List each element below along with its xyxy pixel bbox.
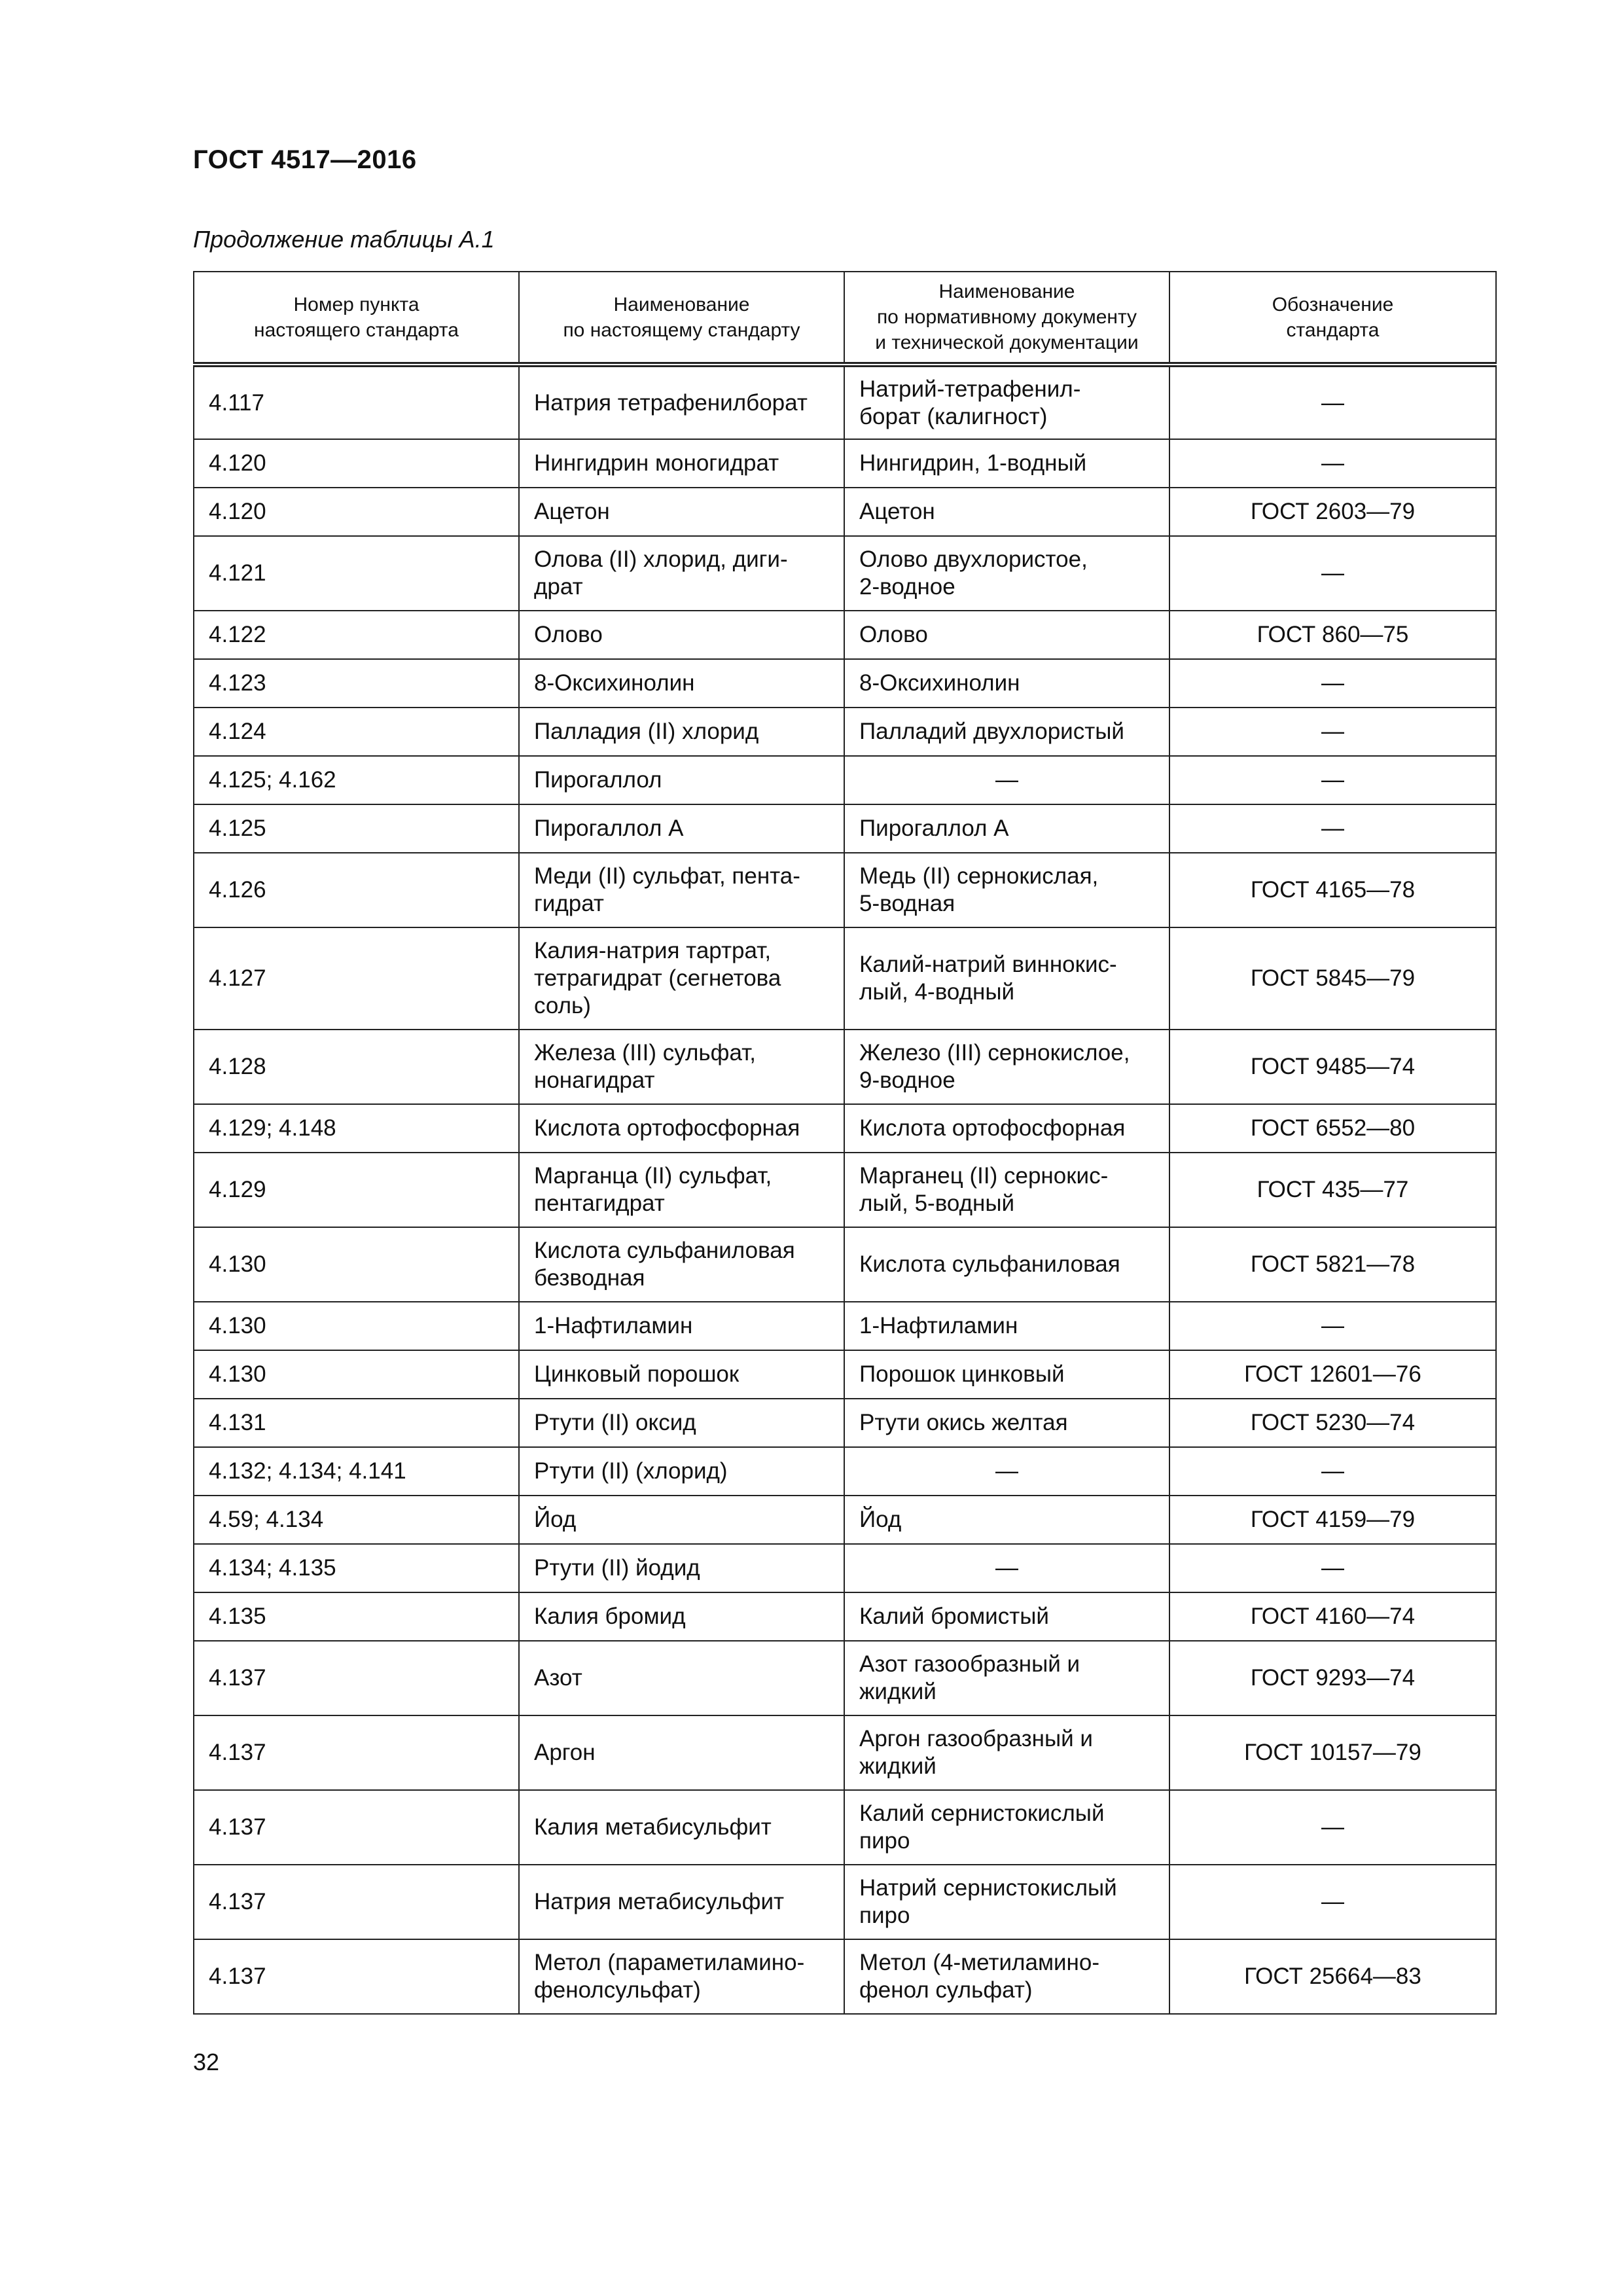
clause-number-cell bbox=[194, 853, 519, 927]
cell-line: — bbox=[995, 767, 1018, 793]
cell-line: пентагидрат bbox=[534, 1191, 665, 1216]
name-normative-cell bbox=[844, 1592, 1169, 1641]
name-normative-cell bbox=[844, 1104, 1169, 1153]
name-standard-cell bbox=[519, 1496, 844, 1544]
column-header-line: по настоящему стандарту bbox=[563, 319, 800, 341]
name-standard-cell bbox=[519, 1104, 844, 1153]
name-standard-cell bbox=[519, 1030, 844, 1104]
name-normative-cell bbox=[844, 1399, 1169, 1447]
column-header-line: настоящего стандарта bbox=[254, 319, 459, 341]
table-row bbox=[194, 1790, 1496, 1865]
cell-line: 8-Оксихинолин bbox=[859, 670, 1020, 696]
cell-line: Калия метабисульфит bbox=[534, 1814, 772, 1840]
standard-designation-cell bbox=[1169, 1939, 1496, 2014]
name-normative-cell bbox=[844, 1790, 1169, 1865]
cell-line: 4.137 bbox=[209, 1740, 266, 1765]
cell-line: Метол (параметиламино- bbox=[534, 1950, 805, 1975]
cell-line: Калия бромид bbox=[534, 1604, 686, 1629]
cell-line: Марганец (II) сернокис- bbox=[859, 1163, 1109, 1189]
table-row bbox=[194, 1865, 1496, 1939]
standard-designation-cell bbox=[1169, 756, 1496, 804]
cell-line: 4.121 bbox=[209, 560, 266, 586]
cell-line: фенолсульфат) bbox=[534, 1977, 701, 2003]
clause-number-cell bbox=[194, 1350, 519, 1399]
cell-line: — bbox=[1321, 1458, 1344, 1484]
name-standard-cell bbox=[519, 365, 844, 439]
cell-line: 4.125; 4.162 bbox=[209, 767, 336, 793]
cell-line: ГОСТ 5230—74 bbox=[1250, 1410, 1416, 1435]
standard-designation-cell bbox=[1169, 708, 1496, 756]
cell-line: — bbox=[995, 1555, 1018, 1581]
cell-line: 4.122 bbox=[209, 622, 266, 647]
cell-line: Натрий сернистокислый bbox=[859, 1875, 1117, 1901]
cell-line: 4.137 bbox=[209, 1964, 266, 1989]
clause-number-cell bbox=[194, 488, 519, 536]
cell-line: 4.135 bbox=[209, 1604, 266, 1629]
name-standard-cell bbox=[519, 1939, 844, 2014]
cell-line: — bbox=[1321, 560, 1344, 586]
standard-designation-cell bbox=[1169, 1865, 1496, 1939]
cell-line: 4.134; 4.135 bbox=[209, 1555, 336, 1581]
name-normative-cell bbox=[844, 1715, 1169, 1790]
standard-designation-cell bbox=[1169, 488, 1496, 536]
cell-line: Натрия тетрафенилборат bbox=[534, 389, 808, 416]
table-row bbox=[194, 1592, 1496, 1641]
clause-number-cell bbox=[194, 611, 519, 659]
cell-line: Натрия метабисульфит bbox=[534, 1889, 785, 1914]
name-standard-cell bbox=[519, 853, 844, 927]
cell-line: ГОСТ 2603—79 bbox=[1250, 499, 1416, 524]
cell-line: драт bbox=[534, 574, 583, 600]
page-number: 32 bbox=[193, 2049, 220, 2075]
table-row bbox=[194, 611, 1496, 659]
standard-designation-cell bbox=[1169, 439, 1496, 488]
cell-line: Пирогаллол А bbox=[859, 816, 1009, 841]
table-row bbox=[194, 536, 1496, 611]
cell-line: ГОСТ 860—75 bbox=[1257, 622, 1409, 647]
name-normative-cell bbox=[844, 536, 1169, 611]
clause-number-cell bbox=[194, 1592, 519, 1641]
cell-line: ГОСТ 10157—79 bbox=[1244, 1740, 1421, 1765]
cell-line: 1-Нафтиламин bbox=[859, 1313, 1018, 1338]
cell-line: — bbox=[995, 1458, 1018, 1484]
table-row bbox=[194, 1227, 1496, 1302]
cell-line: Ацетон bbox=[859, 499, 935, 524]
clause-number-cell bbox=[194, 1544, 519, 1592]
cell-line: ГОСТ 9293—74 bbox=[1250, 1665, 1416, 1691]
cell-line: Цинковый порошок bbox=[534, 1361, 740, 1387]
table-row bbox=[194, 1153, 1496, 1227]
name-standard-cell bbox=[519, 927, 844, 1030]
cell-line: 4.130 bbox=[209, 1251, 266, 1277]
name-normative-cell bbox=[844, 1302, 1169, 1350]
table-row bbox=[194, 1030, 1496, 1104]
table-row bbox=[194, 1641, 1496, 1715]
cell-line: пиро bbox=[859, 1903, 910, 1928]
cell-line: ГОСТ 4159—79 bbox=[1250, 1507, 1416, 1532]
cell-line: ГОСТ 5821—78 bbox=[1250, 1251, 1416, 1277]
name-normative-cell bbox=[844, 439, 1169, 488]
name-normative-cell bbox=[844, 1350, 1169, 1399]
name-standard-cell bbox=[519, 1302, 844, 1350]
column-header-line: и технической документации bbox=[875, 332, 1139, 353]
cell-line: 4.130 bbox=[209, 1313, 266, 1338]
name-normative-cell bbox=[844, 1496, 1169, 1544]
clause-number-cell bbox=[194, 1227, 519, 1302]
clause-number-cell bbox=[194, 659, 519, 708]
name-normative-cell bbox=[844, 804, 1169, 853]
name-standard-cell bbox=[519, 1399, 844, 1447]
cell-line: — bbox=[1321, 1814, 1344, 1840]
name-standard-cell bbox=[519, 488, 844, 536]
cell-line: жидкий bbox=[859, 1679, 936, 1704]
standard-designation-cell bbox=[1169, 1447, 1496, 1496]
table-row bbox=[194, 1544, 1496, 1592]
column-header-2 bbox=[519, 272, 844, 365]
standard-designation-cell bbox=[1169, 611, 1496, 659]
standard-designation-cell bbox=[1169, 1544, 1496, 1592]
cell-line: 4.120 bbox=[209, 499, 266, 524]
table-row bbox=[194, 1399, 1496, 1447]
table-body bbox=[194, 365, 1496, 2014]
table-row bbox=[194, 659, 1496, 708]
clause-number-cell bbox=[194, 1496, 519, 1544]
name-normative-cell bbox=[844, 1153, 1169, 1227]
cell-line: — bbox=[1321, 1555, 1344, 1581]
column-header-line: Наименование bbox=[613, 293, 750, 315]
cell-line: Аргон газообразный и bbox=[859, 1726, 1093, 1751]
cell-line: 4.127 bbox=[209, 965, 266, 991]
cell-line: Нингидрин, 1-водный bbox=[859, 450, 1087, 476]
standard-designation-cell bbox=[1169, 536, 1496, 611]
name-standard-cell bbox=[519, 439, 844, 488]
standard-designation-cell bbox=[1169, 1715, 1496, 1790]
cell-line: Олово двухлористое, bbox=[859, 547, 1088, 572]
clause-number-cell bbox=[194, 1939, 519, 2014]
cell-line: Меди (II) сульфат, пента- bbox=[534, 863, 800, 889]
cell-line: Йод bbox=[859, 1507, 902, 1532]
name-standard-cell bbox=[519, 536, 844, 611]
clause-number-cell bbox=[194, 1865, 519, 1939]
column-header-3 bbox=[844, 272, 1169, 365]
cell-line: 4.130 bbox=[209, 1361, 266, 1387]
cell-line: 4.125 bbox=[209, 816, 266, 841]
table-row bbox=[194, 365, 1496, 439]
standard-designation-cell bbox=[1169, 1302, 1496, 1350]
name-normative-cell bbox=[844, 659, 1169, 708]
cell-line: 4.124 bbox=[209, 719, 266, 744]
name-normative-cell bbox=[844, 365, 1169, 439]
cell-line: Железо (III) сернокислое, bbox=[859, 1040, 1130, 1066]
standard-designation-cell bbox=[1169, 365, 1496, 439]
name-standard-cell bbox=[519, 611, 844, 659]
cell-line: Азот газообразный и bbox=[859, 1651, 1080, 1677]
cell-line: Пирогаллол bbox=[534, 767, 662, 793]
name-normative-cell bbox=[844, 927, 1169, 1030]
cell-line: ГОСТ 9485—74 bbox=[1250, 1054, 1416, 1079]
column-header-line: Обозначение bbox=[1272, 293, 1394, 315]
name-normative-cell bbox=[844, 1939, 1169, 2014]
clause-number-cell bbox=[194, 439, 519, 488]
standard-designation-cell bbox=[1169, 927, 1496, 1030]
table-row bbox=[194, 1104, 1496, 1153]
cell-line: Кислота сульфаниловая bbox=[534, 1238, 795, 1263]
cell-line: — bbox=[1321, 670, 1344, 696]
cell-line: 1-Нафтиламин bbox=[534, 1313, 693, 1338]
column-header-line: стандарта bbox=[1286, 319, 1380, 341]
cell-line: ГОСТ 5845—79 bbox=[1250, 965, 1416, 991]
cell-line: — bbox=[1321, 1889, 1344, 1914]
cell-line: 4.123 bbox=[209, 670, 266, 696]
cell-line: Аргон bbox=[534, 1740, 596, 1765]
standard-designation-cell bbox=[1169, 659, 1496, 708]
cell-line: Медь (II) сернокислая, bbox=[859, 863, 1099, 889]
table-row bbox=[194, 1715, 1496, 1790]
name-normative-cell bbox=[844, 756, 1169, 804]
cell-line: Порошок цинковый bbox=[859, 1361, 1065, 1387]
name-normative-cell bbox=[844, 1227, 1169, 1302]
cell-line: Азот bbox=[534, 1665, 582, 1691]
table-row bbox=[194, 853, 1496, 927]
cell-line: — bbox=[1321, 816, 1344, 841]
cell-line: 4.132; 4.134; 4.141 bbox=[209, 1458, 406, 1484]
name-standard-cell bbox=[519, 1715, 844, 1790]
cell-line: — bbox=[1321, 767, 1344, 793]
name-normative-cell bbox=[844, 708, 1169, 756]
cell-line: Кислота сульфаниловая bbox=[859, 1251, 1120, 1277]
name-normative-cell bbox=[844, 853, 1169, 927]
table-row bbox=[194, 1302, 1496, 1350]
table-row bbox=[194, 804, 1496, 853]
name-normative-cell bbox=[844, 1030, 1169, 1104]
cell-line: пиро bbox=[859, 1828, 910, 1854]
clause-number-cell bbox=[194, 1641, 519, 1715]
cell-line: Калия-натрия тартрат, bbox=[534, 938, 772, 963]
name-standard-cell bbox=[519, 1447, 844, 1496]
standard-designation-cell bbox=[1169, 1350, 1496, 1399]
clause-number-cell bbox=[194, 927, 519, 1030]
name-standard-cell bbox=[519, 659, 844, 708]
cell-line: Метол (4-метиламино- bbox=[859, 1950, 1100, 1975]
cell-line: Йод bbox=[534, 1507, 577, 1532]
standard-designation-cell bbox=[1169, 1030, 1496, 1104]
cell-line: Кислота ортофосфорная bbox=[534, 1115, 800, 1141]
standard-designation-cell bbox=[1169, 1227, 1496, 1302]
table-row bbox=[194, 1939, 1496, 2014]
name-standard-cell bbox=[519, 804, 844, 853]
standard-designation-cell bbox=[1169, 1592, 1496, 1641]
standard-designation-cell bbox=[1169, 853, 1496, 927]
cell-line: Ртути окись желтая bbox=[859, 1410, 1068, 1435]
table-header bbox=[194, 272, 1496, 365]
cell-line: тетрагидрат (сегнетова bbox=[534, 965, 781, 991]
cell-line: Олово bbox=[859, 622, 928, 647]
cell-line: 2-водное bbox=[859, 574, 955, 600]
clause-number-cell bbox=[194, 1104, 519, 1153]
clause-number-cell bbox=[194, 756, 519, 804]
cell-line: 5-водная bbox=[859, 891, 955, 916]
cell-line: Ртути (II) йодид bbox=[534, 1555, 700, 1581]
cell-line: Калий бромистый bbox=[859, 1604, 1049, 1629]
cell-line: 4.131 bbox=[209, 1410, 266, 1435]
clause-number-cell bbox=[194, 536, 519, 611]
cell-line: Олова (II) хлорид, диги- bbox=[534, 547, 788, 572]
cell-line: Натрий-тетрафенил- bbox=[859, 376, 1081, 402]
name-standard-cell bbox=[519, 1865, 844, 1939]
table-caption: Продолжение таблицы А.1 bbox=[193, 226, 495, 253]
name-normative-cell bbox=[844, 1865, 1169, 1939]
name-normative-cell bbox=[844, 611, 1169, 659]
cell-line: Палладий двухлористый bbox=[859, 719, 1124, 744]
cell-line: 4.137 bbox=[209, 1889, 266, 1914]
name-normative-cell bbox=[844, 488, 1169, 536]
cell-line: нонагидрат bbox=[534, 1067, 655, 1093]
column-header-line: Номер пункта bbox=[293, 293, 419, 315]
standard-designation-cell bbox=[1169, 1399, 1496, 1447]
cell-line: — bbox=[1321, 389, 1344, 416]
clause-number-cell bbox=[194, 1030, 519, 1104]
standard-designation-cell bbox=[1169, 1496, 1496, 1544]
reagents-table bbox=[193, 271, 1497, 2015]
clause-number-cell bbox=[194, 1302, 519, 1350]
clause-number-cell bbox=[194, 1447, 519, 1496]
name-standard-cell bbox=[519, 1544, 844, 1592]
name-standard-cell bbox=[519, 756, 844, 804]
clause-number-cell bbox=[194, 365, 519, 439]
cell-line: соль) bbox=[534, 993, 591, 1018]
table-row bbox=[194, 927, 1496, 1030]
standard-designation-cell bbox=[1169, 1153, 1496, 1227]
table-row bbox=[194, 488, 1496, 536]
cell-line: ГОСТ 4160—74 bbox=[1250, 1604, 1416, 1629]
name-standard-cell bbox=[519, 1592, 844, 1641]
name-standard-cell bbox=[519, 1350, 844, 1399]
column-header-1 bbox=[194, 272, 519, 365]
standard-designation-cell bbox=[1169, 1641, 1496, 1715]
name-normative-cell bbox=[844, 1641, 1169, 1715]
cell-line: лый, 4-водный bbox=[859, 979, 1015, 1005]
cell-line: ГОСТ 12601—76 bbox=[1244, 1361, 1421, 1387]
cell-line: Ртути (II) оксид bbox=[534, 1410, 696, 1435]
table-row bbox=[194, 1496, 1496, 1544]
table-row bbox=[194, 708, 1496, 756]
column-header-4 bbox=[1169, 272, 1496, 365]
cell-line: Нингидрин моногидрат bbox=[534, 450, 779, 476]
cell-line: Калий-натрий виннокис- bbox=[859, 952, 1117, 977]
name-normative-cell bbox=[844, 1447, 1169, 1496]
table-row bbox=[194, 756, 1496, 804]
cell-line: 4.137 bbox=[209, 1665, 266, 1691]
standard-designation-cell bbox=[1169, 1790, 1496, 1865]
cell-line: безводная bbox=[534, 1265, 645, 1291]
column-header-line: Наименование bbox=[938, 281, 1075, 302]
name-standard-cell bbox=[519, 708, 844, 756]
clause-number-cell bbox=[194, 1715, 519, 1790]
cell-line: Палладия (II) хлорид bbox=[534, 719, 759, 744]
cell-line: ГОСТ 4165—78 bbox=[1250, 877, 1416, 903]
cell-line: Ацетон bbox=[534, 499, 610, 524]
cell-line: ГОСТ 435—77 bbox=[1257, 1177, 1409, 1202]
table-row bbox=[194, 1447, 1496, 1496]
clause-number-cell bbox=[194, 1790, 519, 1865]
standard-designation-cell bbox=[1169, 804, 1496, 853]
cell-line: лый, 5-водный bbox=[859, 1191, 1015, 1216]
name-standard-cell bbox=[519, 1641, 844, 1715]
clause-number-cell bbox=[194, 1399, 519, 1447]
cell-line: жидкий bbox=[859, 1753, 936, 1779]
table-row bbox=[194, 439, 1496, 488]
header-row bbox=[194, 272, 1496, 365]
cell-line: борат (калигност) bbox=[859, 403, 1048, 429]
cell-line: Олово bbox=[534, 622, 603, 647]
cell-line: Калий сернистокислый bbox=[859, 1801, 1105, 1826]
cell-line: 4.129 bbox=[209, 1177, 266, 1202]
name-standard-cell bbox=[519, 1153, 844, 1227]
cell-line: — bbox=[1321, 719, 1344, 744]
cell-line: 4.117 bbox=[209, 389, 264, 416]
cell-line: ГОСТ 6552—80 bbox=[1250, 1115, 1416, 1141]
cell-line: — bbox=[1321, 450, 1344, 476]
cell-line: Кислота ортофосфорная bbox=[859, 1115, 1126, 1141]
cell-line: фенол сульфат) bbox=[859, 1977, 1033, 2003]
name-standard-cell bbox=[519, 1227, 844, 1302]
cell-line: ГОСТ 25664—83 bbox=[1244, 1964, 1421, 1989]
cell-line: 4.137 bbox=[209, 1814, 266, 1840]
name-standard-cell bbox=[519, 1790, 844, 1865]
standard-designation-cell bbox=[1169, 1104, 1496, 1153]
cell-line: гидрат bbox=[534, 891, 604, 916]
cell-line: Железа (III) сульфат, bbox=[534, 1040, 757, 1066]
table-row bbox=[194, 1350, 1496, 1399]
cell-line: 4.120 bbox=[209, 450, 266, 476]
name-normative-cell bbox=[844, 1544, 1169, 1592]
document-title: ГОСТ 4517—2016 bbox=[193, 145, 417, 174]
column-header-line: по нормативному документу bbox=[876, 306, 1137, 328]
cell-line: Ртути (II) (хлорид) bbox=[534, 1458, 728, 1484]
cell-line: 4.128 bbox=[209, 1054, 266, 1079]
clause-number-cell bbox=[194, 708, 519, 756]
cell-line: 9-водное bbox=[859, 1067, 955, 1093]
cell-line: Пирогаллол А bbox=[534, 816, 684, 841]
clause-number-cell bbox=[194, 804, 519, 853]
cell-line: Марганца (II) сульфат, bbox=[534, 1163, 772, 1189]
cell-line: 4.126 bbox=[209, 877, 266, 903]
cell-line: — bbox=[1321, 1313, 1344, 1338]
cell-line: 4.129; 4.148 bbox=[209, 1115, 336, 1141]
cell-line: 8-Оксихинолин bbox=[534, 670, 695, 696]
cell-line: 4.59; 4.134 bbox=[209, 1507, 324, 1532]
clause-number-cell bbox=[194, 1153, 519, 1227]
